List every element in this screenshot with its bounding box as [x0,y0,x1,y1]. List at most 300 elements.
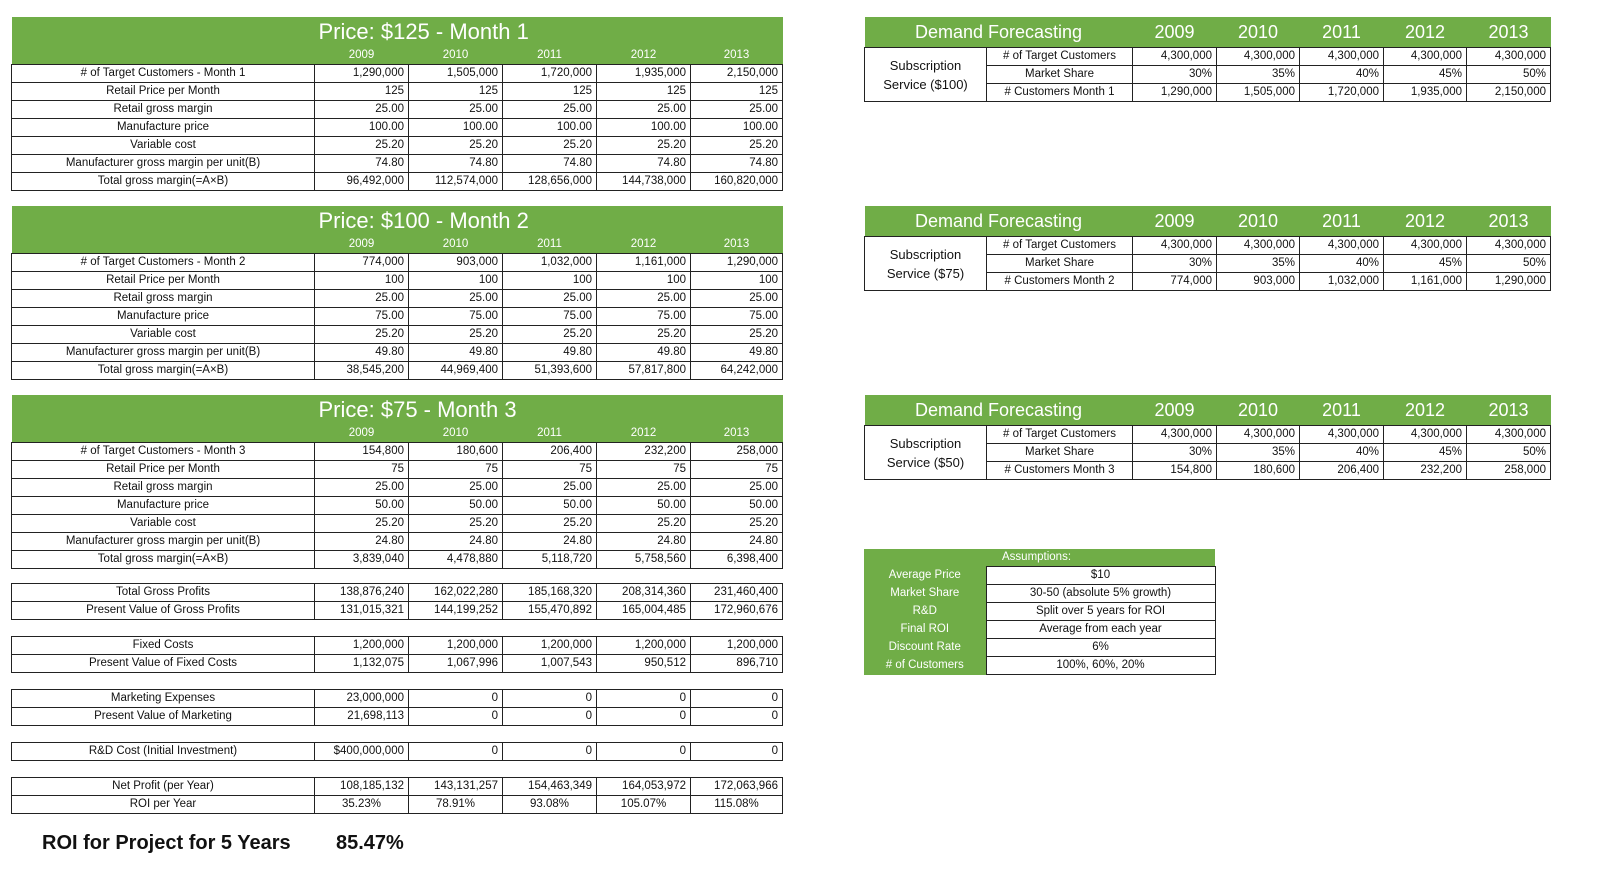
cell: 108,185,132 [315,778,409,796]
cell: 100 [409,272,503,290]
row-label: # of Target Customers - Month 1 [12,65,315,83]
assumption-value: 100%, 60%, 20% [986,657,1215,675]
row-label: # Customers Month 1 [987,84,1133,102]
cell: 232,200 [597,443,691,461]
year-header: 2011 [537,238,562,250]
cell: 25.00 [315,479,409,497]
cell: 25.20 [315,515,409,533]
table-row [12,290,783,308]
cell: 180,600 [409,443,503,461]
cell: 1,290,000 [315,65,409,83]
cell: 100 [691,272,783,290]
cell: 154,463,349 [503,778,597,796]
cell: 50.00 [503,497,597,515]
cell: 100.00 [315,119,409,137]
table-row [12,796,783,814]
row-label: Net Profit (per Year) [12,778,315,796]
cell: 115.08% [691,796,783,814]
cell: 5,758,560 [597,551,691,569]
cell: 4,300,000 [1467,48,1551,66]
row-label: Variable cost [12,326,315,344]
cell: 50.00 [409,497,503,515]
cell: 74.80 [691,155,783,173]
table-row [12,637,783,655]
year-header: 2012 [1404,400,1446,420]
cell: 74.80 [315,155,409,173]
year-header: 2011 [537,427,562,439]
price-block-title: Price: $100 - Month 2 [318,208,529,233]
table-row [12,308,783,326]
cell: 93.08% [503,796,597,814]
cell: 0 [691,690,783,708]
service-label: Subscription Service ($100) [865,48,987,102]
cell: 1,505,000 [409,65,503,83]
cell: 25.00 [691,101,783,119]
table-row [864,567,1215,585]
year-header: 2013 [723,238,750,250]
cell: 1,032,000 [503,254,597,272]
cell: 75 [597,461,691,479]
cell: 206,400 [503,443,597,461]
year-header: 2009 [348,427,375,439]
table-row [12,362,783,380]
cell: 125 [503,83,597,101]
cell: 75 [691,461,783,479]
cell: 100 [503,272,597,290]
table-row [12,778,783,796]
table-row [864,639,1215,657]
row-label: Manufacturer gross margin per unit(B) [12,344,315,362]
table-row [12,479,783,497]
row-label: # Customers Month 3 [987,462,1133,480]
cell: 25.20 [503,515,597,533]
assumption-label: Discount Rate [864,639,986,657]
year-header: 2009 [1154,211,1195,231]
table-row [12,119,783,137]
cell: 100.00 [409,119,503,137]
price-table-month-1 [11,17,783,191]
price-block-title: Price: $75 - Month 3 [318,397,517,422]
cell: 1,032,000 [1300,273,1384,291]
row-label: Retail gross margin [12,479,315,497]
cell: 25.20 [691,515,783,533]
cell: 25.20 [409,326,503,344]
cell: 24.80 [503,533,597,551]
row-label: Retail gross margin [12,101,315,119]
row-label: Retail Price per Month [12,461,315,479]
price-table-month-3 [11,395,783,569]
row-label: ROI per Year [12,796,315,814]
row-label: Market Share [987,66,1133,84]
cell: 25.00 [597,479,691,497]
demand-forecast-header: Demand Forecasting [914,211,1083,231]
cell: 50% [1467,255,1551,273]
cell: 4,300,000 [1217,48,1300,66]
cell: 50.00 [597,497,691,515]
cell: 25.00 [691,290,783,308]
assumptions-title: Assumptions: [986,549,1215,567]
row-label: # of Target Customers [987,48,1133,66]
row-label: # of Target Customers [987,426,1133,444]
cell: 49.80 [691,344,783,362]
cell: 25.20 [691,326,783,344]
row-label: R&D Cost (Initial Investment) [12,743,315,761]
row-label: Manufacturer gross margin per unit(B) [12,533,315,551]
cell: 38,545,200 [315,362,409,380]
cell: 4,300,000 [1217,426,1300,444]
cell: 4,300,000 [1133,237,1217,255]
cell: 25.00 [409,290,503,308]
cell: 50% [1467,444,1551,462]
cell: 25.20 [315,137,409,155]
year-header: 2013 [723,49,750,61]
cell: 258,000 [1467,462,1551,480]
cell: 258,000 [691,443,783,461]
service-label: Subscription Service ($50) [865,426,987,480]
row-label: Total gross margin(=A×B) [12,362,315,380]
table-row [864,621,1215,639]
row-label: Retail Price per Month [12,83,315,101]
cell: 25.20 [597,326,691,344]
cell: 1,935,000 [1384,84,1467,102]
cell: 1,505,000 [1217,84,1300,102]
assumption-label: # of Customers [864,657,986,675]
cell: 4,300,000 [1300,426,1384,444]
cell: 50.00 [315,497,409,515]
cell: 1,200,000 [315,637,409,655]
assumption-value: Average from each year [986,621,1215,639]
cell: 100 [315,272,409,290]
cell: 128,656,000 [503,173,597,191]
assumption-value: $10 [986,567,1215,585]
table-row [12,137,783,155]
cell: 100.00 [691,119,783,137]
cell: 1,935,000 [597,65,691,83]
year-header: 2009 [348,238,375,250]
cell: 1,200,000 [503,637,597,655]
cell: 1,200,000 [409,637,503,655]
table-row [12,272,783,290]
cell: 24.80 [691,533,783,551]
cell: 180,600 [1217,462,1300,480]
cell: 100.00 [597,119,691,137]
cell: 45% [1384,444,1467,462]
row-label: Market Share [987,444,1133,462]
cell: 185,168,320 [503,584,597,602]
cell: 144,738,000 [597,173,691,191]
cell: 24.80 [315,533,409,551]
cell: 40% [1300,255,1384,273]
table-row [12,461,783,479]
year-header: 2013 [1488,22,1529,42]
cell: 49.80 [503,344,597,362]
cell: 25.20 [503,326,597,344]
cell: 75.00 [409,308,503,326]
cell: 25.00 [503,479,597,497]
year-header: 2009 [1154,22,1195,42]
summary-table [11,583,783,814]
cell: 125 [315,83,409,101]
row-label: Present Value of Gross Profits [12,602,315,620]
cell: 45% [1384,66,1467,84]
cell: 25.20 [409,515,503,533]
table-row [12,515,783,533]
price-table-month-2 [11,206,783,380]
row-label: Variable cost [12,515,315,533]
cell: 75.00 [691,308,783,326]
table-row [12,254,783,272]
cell: 25.20 [691,137,783,155]
demand-forecast-table-2 [864,206,1551,291]
cell: 0 [503,743,597,761]
cell: 4,300,000 [1217,237,1300,255]
row-label: Manufacture price [12,119,315,137]
row-label: Present Value of Marketing [12,708,315,726]
cell: 1,290,000 [691,254,783,272]
cell: 144,199,252 [409,602,503,620]
table-row [864,603,1215,621]
cell: 1,720,000 [503,65,597,83]
cell: 4,300,000 [1384,426,1467,444]
cell: 2,150,000 [691,65,783,83]
cell: 25.00 [597,101,691,119]
row-label: Manufacturer gross margin per unit(B) [12,155,315,173]
year-header: 2012 [630,238,657,250]
cell: 25.00 [315,290,409,308]
cell: 903,000 [1217,273,1300,291]
table-row [864,657,1215,675]
row-label: Market Share [987,255,1133,273]
year-header: 2013 [1488,400,1529,420]
cell: 1,290,000 [1467,273,1551,291]
cell: 25.20 [597,137,691,155]
table-row [12,551,783,569]
cell: 75.00 [503,308,597,326]
row-label: # of Target Customers - Month 2 [12,254,315,272]
cell: 0 [597,708,691,726]
cell: 1,200,000 [691,637,783,655]
cell: 125 [597,83,691,101]
year-header: 2011 [1322,211,1361,231]
cell: 1,067,996 [409,655,503,673]
cell: 75.00 [315,308,409,326]
assumption-label: Average Price [864,567,986,585]
cell: 35% [1217,66,1300,84]
cell: 155,470,892 [503,602,597,620]
cell: 165,004,485 [597,602,691,620]
row-label: Total gross margin(=A×B) [12,551,315,569]
year-header: 2009 [1154,400,1195,420]
cell: 6,398,400 [691,551,783,569]
table-row [12,173,783,191]
cell: 162,022,280 [409,584,503,602]
table-row [12,443,783,461]
table-row [12,708,783,726]
row-label: Retail gross margin [12,290,315,308]
cell: 1,720,000 [1300,84,1384,102]
cell: 25.00 [597,290,691,308]
table-row [12,326,783,344]
demand-forecast-header: Demand Forecasting [914,400,1083,420]
cell: 75 [409,461,503,479]
year-header: 2011 [1322,400,1361,420]
cell: 25.20 [503,137,597,155]
cell: 74.80 [597,155,691,173]
cell: 4,300,000 [1300,48,1384,66]
cell: 0 [597,690,691,708]
row-label: # Customers Month 2 [987,273,1133,291]
table-row [12,344,783,362]
cell: 4,300,000 [1384,48,1467,66]
cell: 4,300,000 [1467,237,1551,255]
row-label: Fixed Costs [12,637,315,655]
table-row [12,584,783,602]
table-row [12,101,783,119]
cell: 49.80 [409,344,503,362]
cell: 75.00 [597,308,691,326]
year-header: 2010 [1237,22,1279,42]
cell: 232,200 [1384,462,1467,480]
cell: 112,574,000 [409,173,503,191]
cell: 774,000 [1133,273,1217,291]
cell: 25.00 [691,479,783,497]
assumption-label: Final ROI [864,621,986,639]
year-header: 2011 [537,49,562,61]
table-row [12,497,783,515]
cell: 25.20 [597,515,691,533]
cell: 74.80 [503,155,597,173]
row-label: Manufacture price [12,497,315,515]
cell: 231,460,400 [691,584,783,602]
table-row [865,48,1551,66]
row-label: Marketing Expenses [12,690,315,708]
cell: 30% [1133,255,1217,273]
cell: 164,053,972 [597,778,691,796]
cell: 30% [1133,444,1217,462]
price-block-title: Price: $125 - Month 1 [318,19,529,44]
cell: 2,150,000 [1467,84,1551,102]
table-row [865,426,1551,444]
cell: 21,698,113 [315,708,409,726]
cell: 44,969,400 [409,362,503,380]
cell: 5,118,720 [503,551,597,569]
cell: 45% [1384,255,1467,273]
cell: 96,492,000 [315,173,409,191]
cell: 24.80 [597,533,691,551]
cell: 30% [1133,66,1217,84]
year-header: 2012 [1404,211,1446,231]
cell: 0 [409,690,503,708]
row-label: Variable cost [12,137,315,155]
cell: 23,000,000 [315,690,409,708]
cell: 0 [503,708,597,726]
row-label: Total Gross Profits [12,584,315,602]
assumptions-table [864,549,1216,675]
cell: 172,960,676 [691,602,783,620]
cell: 78.91% [409,796,503,814]
cell: 125 [409,83,503,101]
year-header: 2009 [348,49,375,61]
cell: 4,478,880 [409,551,503,569]
project-roi-label: ROI for Project for 5 Years [42,832,291,854]
cell: 950,512 [597,655,691,673]
demand-forecast-table-1 [864,17,1551,102]
project-roi-value: 85.47% [336,832,404,854]
cell: 0 [691,743,783,761]
cell: 25.20 [315,326,409,344]
cell: 4,300,000 [1133,426,1217,444]
cell: 125 [691,83,783,101]
table-row [864,585,1215,603]
year-header: 2010 [442,238,469,250]
cell: 160,820,000 [691,173,783,191]
cell: 35% [1217,255,1300,273]
cell: 75 [315,461,409,479]
year-header: 2010 [1237,400,1279,420]
assumption-value: 30-50 (absolute 5% growth) [986,585,1215,603]
row-label: # of Target Customers - Month 3 [12,443,315,461]
cell: 208,314,360 [597,584,691,602]
cell: 774,000 [315,254,409,272]
assumption-label: Market Share [864,585,986,603]
cell: 40% [1300,66,1384,84]
row-label: # of Target Customers [987,237,1133,255]
cell: 4,300,000 [1133,48,1217,66]
year-header: 2013 [1488,211,1529,231]
cell: 143,131,257 [409,778,503,796]
cell: 25.00 [409,479,503,497]
cell: 131,015,321 [315,602,409,620]
table-row [12,155,783,173]
cell: 40% [1300,444,1384,462]
cell: 4,300,000 [1300,237,1384,255]
table-row [12,602,783,620]
table-row [12,83,783,101]
cell: 35.23% [315,796,409,814]
cell: 3,839,040 [315,551,409,569]
cell: 0 [503,690,597,708]
row-label: Manufacture price [12,308,315,326]
year-header: 2012 [1404,22,1446,42]
table-row [12,533,783,551]
cell: 0 [409,743,503,761]
cell: 154,800 [1133,462,1217,480]
assumption-label: R&D [864,603,986,621]
cell: 24.80 [409,533,503,551]
year-header: 2010 [442,49,469,61]
cell: 25.00 [315,101,409,119]
cell: 105.07% [597,796,691,814]
cell: 100.00 [503,119,597,137]
cell: 50.00 [691,497,783,515]
cell: 25.00 [409,101,503,119]
year-header: 2011 [1322,22,1361,42]
cell: 1,161,000 [597,254,691,272]
cell: 1,290,000 [1133,84,1217,102]
table-row [865,237,1551,255]
cell: 896,710 [691,655,783,673]
cell: 25.20 [409,137,503,155]
cell: 0 [597,743,691,761]
cell: 0 [691,708,783,726]
cell: 49.80 [315,344,409,362]
cell: 903,000 [409,254,503,272]
row-label: Present Value of Fixed Costs [12,655,315,673]
assumption-value: Split over 5 years for ROI [986,603,1215,621]
cell: 4,300,000 [1467,426,1551,444]
demand-forecast-table-3 [864,395,1551,480]
cell: 0 [409,708,503,726]
